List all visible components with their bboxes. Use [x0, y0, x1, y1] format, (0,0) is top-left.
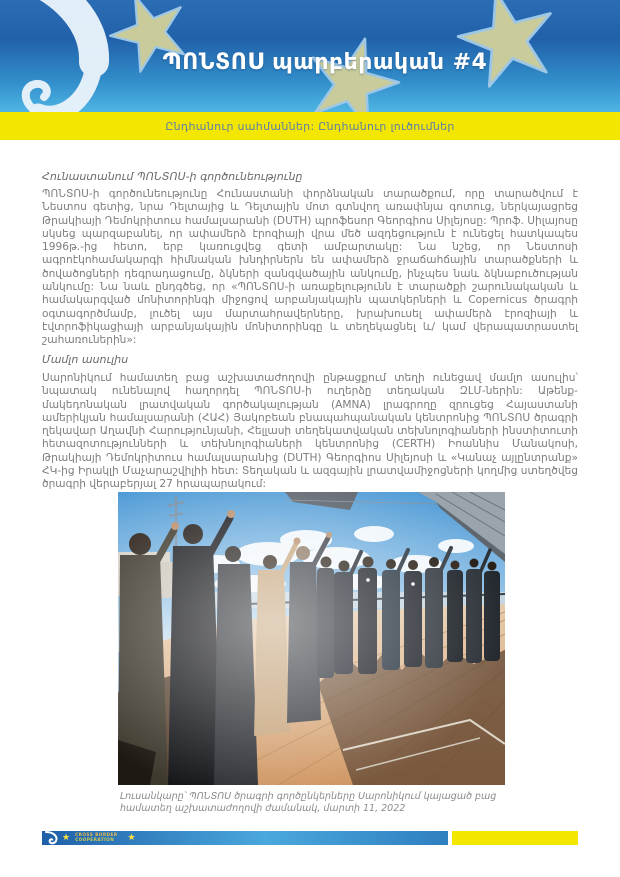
paragraph-greece-activity: ՊՈՆՏՈՍ-ի գործունեությունը Հունաստանի փորձնական տարածքում, որը տարածվում է Նեստոս գետից, նրա Դելտայից և Դելտային մոտ գտնվող առափնյա գոտուց, ներկայացրեց Թրակիայի Դեմոկրիտուս համալսարանի (DUTH) պրոֆեսոր Գեորգիոս Սիլեյոսը: Պրոֆ. Սիլայոսը սկսեց պարզաբանել, որ ափամերձ էրոզիայի վրա մեծ ազդեցություն է ունեցել հատկապես 1996թ.-ից հետո, երբ կառուցվեց գետի ամբարտակը: Նա նշեց, որ Նեստոսի ագրոէկոհամակարգի հիմնական խնդիրներն են ափամերձ ջրաճահճային տարածքների և ծովածոցների դեգրադացումը, ձկների զանգվածային անկումը, ինչպես նաև ձկնաբուծության անկումը: Նա նաև ընդգծեց, որ «ՊՈՆՏՈՍ-ի առաքելությունն է տարածքի շարունակական և համակարգված մոնիտորինգի միջոցով արբանյակային պատկերների և Copernicus ծրագրի օգտագործմամբ, լուծել այս մարտահրավերները, խրախուսել ափամերձ էրոզիայի և էվտրոֆիկացիայի արբանյակային մոնիտորինգը և տեղեկացնել և/ կամ վերապատրաստել շահառուներին»: — [42, 188, 578, 347]
star-icon: ★ — [127, 832, 136, 843]
group-photo-art — [118, 492, 505, 785]
tagline-bar — [0, 112, 620, 140]
cbc-logo-line2: COOPERATION — [75, 838, 115, 843]
euro-star-icon — [450, 0, 564, 91]
group-photo — [118, 492, 505, 785]
paragraph-press-conference: Սարոնիկում համատեղ բաց աշխատաժողովի ընթացքում տեղի ունեցավ մամլո ասուլիս՝ նպատակ ունենալով հաղորդել ՊՈՆՏՈՍ-ի ուղերձը տեղական ԶԼՄ-ներին: Աթենք-մակեդոնական լրատվական գործակալության (AMNA) լրագրողը զրուցեց Հայաստանի ամերիկյան համալսարանի (ՀԱՀ) Յակոբեան բնապահպանական կենտրոնից ՊՈՆՏՈՍ ծրագրի ղեկավար Աղավնի Հարությունյանի, Հելլասի տեղեկատվական տեխնոլոգիաների ինստիտուտի հետազոտությունների և տեխնոլոգիաների կենտրոնից (CERTH) Իոաննիս Մանակոսի, Թրակիայի Դեմոկրիտուս համալսարանից (DUTH) Գեորգիոս Սիլեյոսի և «Կանաչ այլընտրանք» ՀԿ-ից Իրակլի Մաչարաշվիլիի հետ: Տեղական և ազգային լրատվամիջոցների կողմից ստեղծվեց ծրագրի վերաբերյալ 27 հրապարակում: — [42, 372, 578, 491]
newsletter-title: ՊՈՆՏՈՍ պարբերական #4 — [162, 50, 488, 75]
photo-caption: Լուսանկարը՝ ՊՈՆՏՈՍ ծրագրի գործընկերները Սարոնիկում կայացած բաց համատեղ աշխատաժողովի ժամանակ, մարտի 11, 2022 — [120, 791, 497, 814]
section-heading-press-conference: Մամլո ասուլիս — [42, 353, 129, 366]
footer-accent-bar — [452, 831, 578, 845]
cbc-logo-line1: CROSS BORDER — [75, 833, 118, 838]
section-heading-greece-activity: Հունաստանում ՊՈՆՏՈՍ-ի գործունեությունը — [42, 170, 303, 183]
programme-slogan: Ընդհանուր սահմաններ: Ընդհանուր լուծումներ — [165, 119, 455, 133]
wave-swirl-icon — [45, 831, 59, 845]
footer-logo-bar — [42, 831, 448, 845]
cbc-logo-text — [75, 833, 117, 843]
star-icon: ★ — [62, 832, 71, 843]
header-banner — [0, 0, 620, 112]
